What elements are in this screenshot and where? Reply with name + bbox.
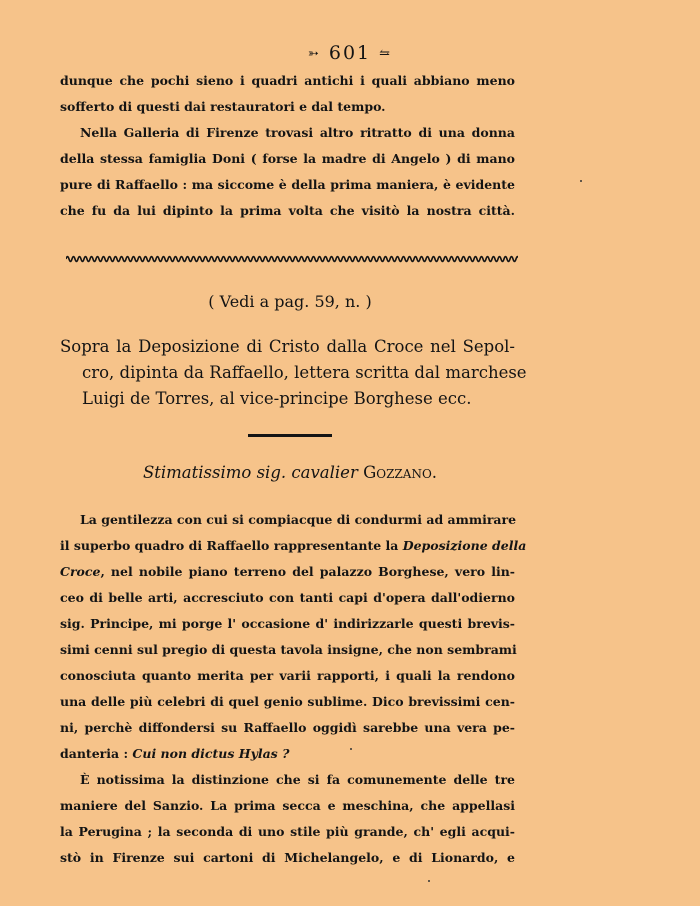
text-line: stò in Firenze sui cartoni di Michelangelo, e di Lionardo, e <box>60 850 515 865</box>
text-line: la Perugina ; la seconda di uno stile più grande, ch' egli acqui- <box>60 824 515 839</box>
text-line: maniere del Sanzio. La prima secca e meschina, che appellasi <box>60 798 515 813</box>
page-number: 601 <box>328 42 372 64</box>
heading-line: Luigi de Torres, al vice-principe Borghese ecc. <box>82 389 472 408</box>
text-line: una delle più celebri di quel genio sublime. Dico brevissimi cen- <box>60 694 515 709</box>
latin-quote: Cui non dictus Hylas ? <box>132 746 290 761</box>
text-line: della stessa famiglia Doni ( forse la madre di Angelo ) di mano <box>60 151 515 166</box>
text-line: ni, perchè diffondersi su Raffaello oggidì sarebbe una vera pe- <box>60 720 515 735</box>
text-line: conosciuta quanto merita per varii rapporti, i quali la rendono <box>60 668 515 683</box>
salutation <box>0 463 580 482</box>
left-ornament-icon: ➳ <box>307 46 321 62</box>
text-span: il superbo quadro di Raffaello rappresentante la <box>60 538 403 553</box>
text-line: dunque che pochi sieno i quadri antichi i quali abbiano meno <box>60 73 515 88</box>
heading-line: Sopra la Deposizione di Cristo dalla Croce nel Sepol- <box>60 337 515 356</box>
right-ornament-icon: ⥦ <box>379 46 393 62</box>
paper-speck <box>350 748 352 750</box>
text-line <box>60 741 515 767</box>
paper-speck <box>580 180 582 182</box>
text-span: danteria : <box>60 746 133 761</box>
text-line <box>60 533 527 559</box>
text-line: Nella Galleria di Firenze trovasi altro ritratto di una donna <box>80 125 515 140</box>
page-header <box>0 42 700 64</box>
top-paragraph <box>60 68 515 224</box>
text-line: simi cenni sul pregio di questa tavola insigne, che non sembrami <box>60 642 517 657</box>
salutation-name: Gozzano. <box>363 463 438 482</box>
italic-title: Deposizione della <box>402 538 527 553</box>
salutation-prefix: Stimatissimo sig. cavalier <box>142 463 364 482</box>
text-span: , nel nobile piano terreno del palazzo Borghese, vero lin- <box>100 564 515 579</box>
text-line <box>60 559 515 585</box>
text-line: La gentilezza con cui si compiacque di condurmi ad ammirare <box>80 512 517 527</box>
text-line: sofferto di questi dai restauratori e dal tempo. <box>60 99 386 114</box>
text-line: pure di Raffaello : ma siccome è della prima maniera, è evidente <box>60 177 515 192</box>
text-line: ceo di belle arti, accresciuto con tanti capi d'opera dall'odierno <box>60 590 515 605</box>
italic-title: Croce <box>60 564 101 579</box>
text-line: È notissima la distinzione che si fa comunemente delle tre <box>80 772 515 787</box>
section-heading <box>60 334 527 412</box>
text-line: che fu da lui dipinto la prima volta che visitò la nostra città. <box>60 203 515 218</box>
reference-note: ( Vedi a pag. 59, n. ) <box>208 292 372 311</box>
text-line: sig. Principe, mi porge l' occasione d' indirizzarle questi brevis- <box>60 616 515 631</box>
letter-body <box>60 507 527 871</box>
horizontal-rule <box>248 434 332 437</box>
heading-line: cro, dipinta da Raffaello, lettera scritta dal marchese <box>82 363 527 382</box>
wavy-divider <box>66 253 518 265</box>
paper-speck <box>428 880 430 882</box>
